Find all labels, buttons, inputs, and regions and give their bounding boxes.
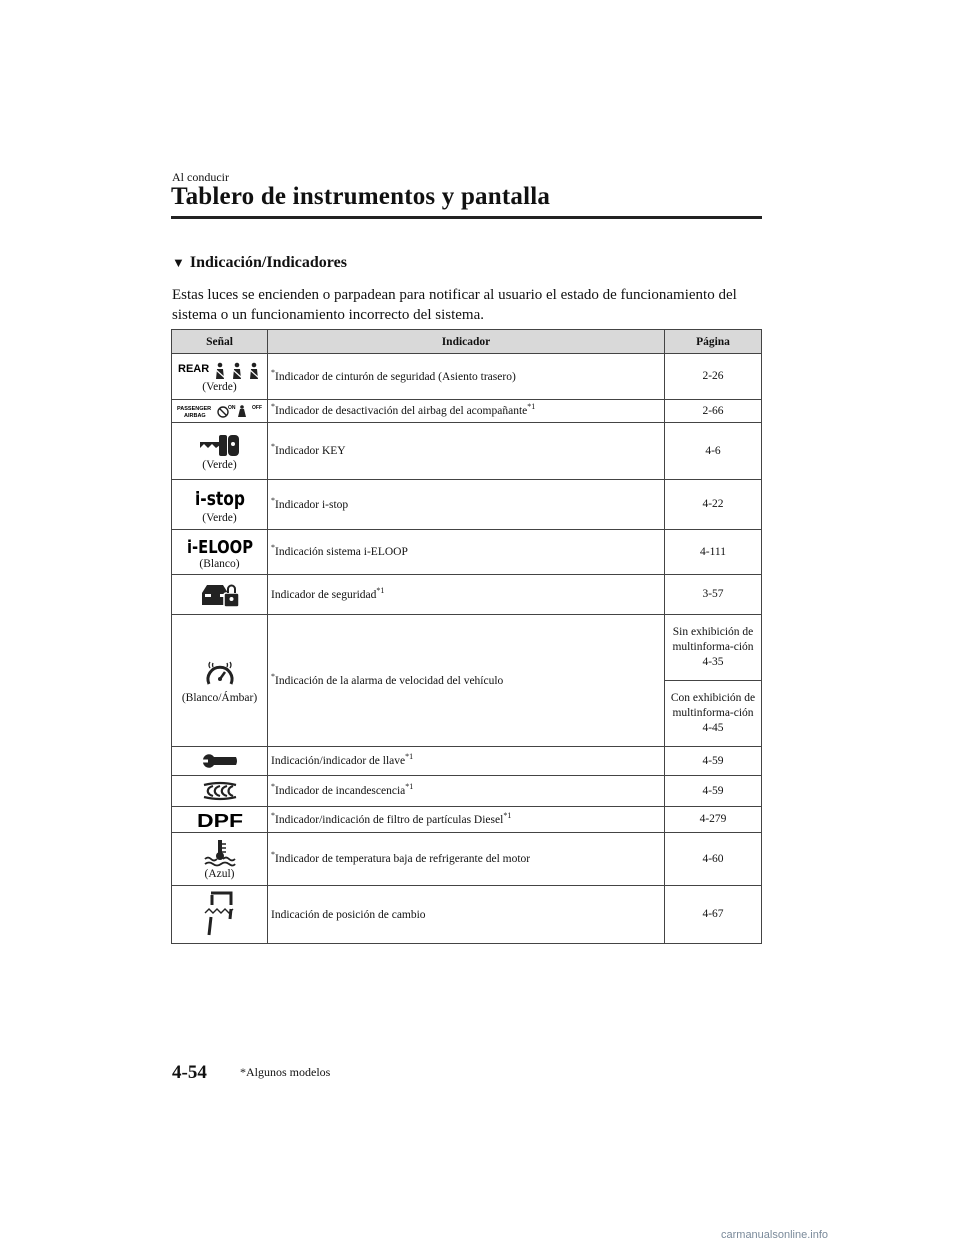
svg-text:PASSENGER: PASSENGER <box>176 406 211 412</box>
indicator-name: Indicación de la alarma de velocidad del vehículo <box>275 674 504 687</box>
wrench-icon <box>201 753 239 769</box>
glow-plug-icon <box>200 780 240 802</box>
page-ref: 4-22 <box>665 480 762 530</box>
indicator-name: Indicador de temperatura baja de refrigerante del motor <box>275 853 531 865</box>
table-row <box>172 747 762 776</box>
dpf-icon <box>197 810 243 830</box>
indicator-name: Indicación de posición de cambio <box>271 908 426 921</box>
page-ref: 4-59 <box>665 747 762 776</box>
table-row <box>172 354 762 400</box>
indicator-name: Indicador de desactivación del airbag del acompañante <box>275 405 528 417</box>
speed-alarm-icon <box>203 657 237 691</box>
signal-color: (Blanco/Ámbar) <box>181 692 258 704</box>
security-car-lock-icon <box>199 581 241 609</box>
signal-color: (Azul) <box>204 867 235 880</box>
svg-text:OFF: OFF <box>251 405 262 411</box>
page-ref: 2-26 <box>665 354 762 400</box>
model-star: * <box>271 402 275 412</box>
signal-color: (Blanco) <box>199 557 240 570</box>
table-row <box>172 807 762 833</box>
svg-text:ON: ON <box>227 405 235 411</box>
table-row <box>172 530 762 575</box>
page-ref: 4-45 <box>702 722 724 734</box>
page-number: 4-54 <box>172 1062 207 1083</box>
footnote-mark: *1 <box>376 585 385 595</box>
table-row <box>172 575 762 615</box>
shift-position-icon <box>203 891 237 939</box>
footnote-mark: *1 <box>503 810 512 820</box>
i-stop-icon <box>195 485 245 511</box>
page-ref: 4-60 <box>665 833 762 886</box>
section-heading <box>172 254 347 272</box>
i-eloop-icon <box>187 535 253 557</box>
page-condition: Con exhibición de multinforma-ción <box>670 692 756 719</box>
page-condition: Sin exhibición de multinforma-ción <box>672 626 754 653</box>
table-row <box>172 400 762 423</box>
indicator-name: Indicador KEY <box>275 445 346 457</box>
svg-text:REAR: REAR <box>177 363 209 375</box>
footnote-mark: *1 <box>527 402 536 412</box>
indicator-name: Indicador/indicación de filtro de partículas Diesel <box>275 813 504 826</box>
svg-text:AIRBAG: AIRBAG <box>183 413 206 419</box>
signal-color: (Verde) <box>202 512 237 524</box>
header-signal: Señal <box>172 330 268 354</box>
model-star: * <box>271 367 275 377</box>
footnote: *Algunos modelos <box>240 1065 331 1079</box>
chapter-label: Al conducir <box>172 170 229 184</box>
section-heading-text: Indicación/Indicadores <box>189 254 347 271</box>
signal-color: (Verde) <box>202 381 237 393</box>
svg-text:DPF: DPF <box>196 810 243 831</box>
table-row <box>172 615 762 681</box>
footnote-mark: *1 <box>405 782 414 792</box>
indicator-name: Indicador de cinturón de seguridad (Asiento trasero) <box>275 370 516 383</box>
page-ref: 4-279 <box>665 807 762 833</box>
model-star: * <box>271 810 275 820</box>
model-star: * <box>271 543 275 553</box>
table-row <box>172 480 762 530</box>
table-row <box>172 776 762 807</box>
svg-text:i-stop: i-stop <box>194 488 245 510</box>
table-header-row <box>172 330 762 354</box>
model-star: * <box>271 442 275 452</box>
header-page: Página <box>665 330 762 354</box>
footnote-mark: *1 <box>405 752 414 762</box>
intro-paragraph: Estas luces se encienden o parpadean para notificar al usuario el estado de funcionamiento del sistema o un funcionamiento incorrecto del sistema. <box>172 287 737 323</box>
page-ref: 3-57 <box>665 575 762 615</box>
indicator-name: Indicación/indicador de llave <box>271 755 406 767</box>
passenger-airbag-icon <box>176 403 264 419</box>
page-ref: 2-66 <box>665 400 762 423</box>
signal-color: (Verde) <box>202 458 237 471</box>
table-row <box>172 423 762 480</box>
table-row <box>172 833 762 886</box>
indicator-name: Indicador de incandescencia <box>275 785 406 797</box>
indicator-name: Indicador de seguridad <box>271 588 377 601</box>
header-indicator: Indicador <box>268 330 665 354</box>
model-star: * <box>271 850 275 860</box>
indicator-name: Indicador i-stop <box>275 498 349 511</box>
model-star: * <box>271 495 275 505</box>
indicator-table <box>171 329 762 944</box>
model-star: * <box>271 671 275 681</box>
indicator-name: Indicación sistema i-ELOOP <box>275 546 408 558</box>
coolant-temperature-icon <box>202 839 238 867</box>
page-ref: 4-6 <box>665 423 762 480</box>
key-icon <box>198 432 242 458</box>
rear-seatbelt-icon <box>177 360 263 380</box>
model-star: * <box>271 782 275 792</box>
page-ref: 4-35 <box>702 656 724 668</box>
page-ref: 4-67 <box>665 886 762 944</box>
svg-text:i-ELOOP: i-ELOOP <box>186 536 253 558</box>
table-row <box>172 886 762 944</box>
title-divider <box>171 216 762 219</box>
watermark: carmanualsonline.info <box>721 1229 829 1241</box>
page-ref: 4-59 <box>665 776 762 807</box>
triangle-bullet-icon: ▼ <box>172 255 185 270</box>
page-ref: 4-111 <box>665 530 762 575</box>
page-title: Tablero de instrumentos y pantalla <box>171 183 551 210</box>
